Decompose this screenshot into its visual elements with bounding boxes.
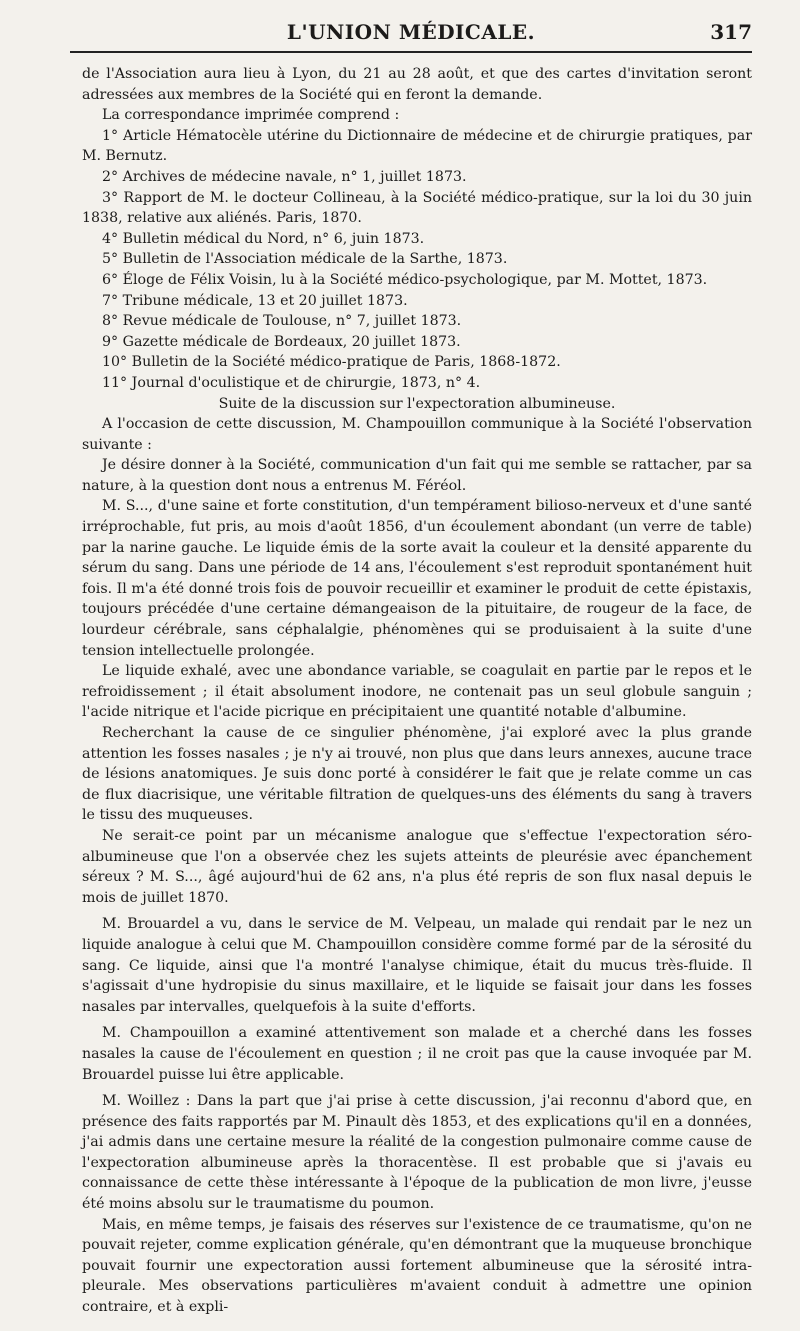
list-item: 1° Article Hématocèle utérine du Dictionnaire de médecine et de chirurgie pratiques, par M. Bernutz.: [82, 127, 752, 165]
correspondence-heading: La correspondance imprimée comprend :: [102, 107, 400, 124]
section-title: Suite de la discussion sur l'expectoration albumineuse.: [218, 395, 616, 412]
intro-paragraph: de l'Association aura lieu à Lyon, du 21 au 28 août, et que des cartes d'invitation seront adressées aux membres de la Société qui en feront la demande.: [82, 66, 752, 103]
page-number: 317: [710, 20, 752, 44]
list-item: 4° Bulletin médical du Nord, n° 6, juin 1873.: [102, 230, 425, 247]
list-item: 10° Bulletin de la Société médico-pratique de Paris, 1868-1872.: [102, 354, 561, 371]
page-header: [70, 18, 752, 48]
journal-title: L'UNION MÉDICALE.: [286, 20, 536, 44]
body-paragraph: Recherchant la cause de ce singulier phénomène, j'ai exploré avec la plus grande attention les fosses nasales ; je n'y ai trouvé, non plus que dans leurs annexes, aucune trace de lésions anatomiques. Je suis donc porté à considérer le fait que je relate comme un cas de flux diacrisique, une véritable filtration de quelques-uns des éléments du sang à travers le tissu des muqueuses.: [82, 725, 752, 824]
list-item: 8° Revue médicale de Toulouse, n° 7, juillet 1873.: [102, 313, 462, 330]
list-item: 3° Rapport de M. le docteur Collineau, à la Société médico-pratique, sur la loi du 30 juin 1838, relative aux aliénés. Paris, 1870.: [82, 189, 752, 227]
body-paragraph: M. Woillez : Dans la part que j'ai prise à cette discussion, j'ai reconnu d'abord que, en présence des faits rapportés par M. Pinault dès 1853, et des explications qu'il en a données, j'ai admis dans une certaine mesure la réalité de la congestion pulmonaire comme cause de l'expectoration albumineuse après la thoracentèse. Il est probable que si j'avais eu connaissance de cette thèse intéressante à l'époque de la publication de mon livre, j'eusse été moins absolu sur le traumatisme du poumon.: [82, 1093, 752, 1213]
page-body: [82, 64, 752, 1318]
list-item: 7° Tribune médicale, 13 et 20 juillet 1873.: [102, 292, 408, 309]
list-item: 2° Archives de médecine navale, n° 1, juillet 1873.: [102, 168, 467, 185]
header-rule: [70, 51, 752, 53]
body-paragraph: Le liquide exhalé, avec une abondance variable, se coagulait en partie par le repos et le refroidissement ; il était absolument inodore, ne contenait pas un seul globule sanguin ; l'acide nitrique et l'acide picrique en précipitaient une quantité notable d'albumine.: [82, 663, 752, 721]
body-paragraph: Je désire donner à la Société, communication d'un fait qui me semble se rattacher, par sa nature, à la question dont nous a entrenus M. Féréol.: [82, 457, 752, 494]
body-paragraph: M. Brouardel a vu, dans le service de M. Velpeau, un malade qui rendait par le nez un liquide analogue à celui que M. Champouillon considère comme formé par de la sérosité du sang. Ce liquide, ainsi que l'a montré l'analyse chimique, était du mucus très-fluide. Il s'agissait d'une hydropisie du sinus maxillaire, et le liquide se faisait jour dans les fosses nasales par intervalles, quelquefois à la suite d'efforts.: [82, 916, 752, 1015]
correspondence-list: [82, 126, 752, 394]
list-item: 9° Gazette médicale de Bordeaux, 20 juillet 1873.: [102, 333, 461, 350]
list-item: 5° Bulletin de l'Association médicale de la Sarthe, 1873.: [102, 251, 508, 268]
body-paragraph: A l'occasion de cette discussion, M. Champouillon communique à la Société l'observation suivante :: [82, 416, 752, 453]
body-paragraph: M. S..., d'une saine et forte constitution, d'un tempérament bilioso-nerveux et d'une santé irréprochable, fut pris, au mois d'août 1856, d'un écoulement abondant (un verre de table) par la narine gauche. Le liquide émis de la sorte avait la couleur et la densité apparente du sérum du sang. Dans une période de 14 ans, l'écoulement s'est reproduit spontanément huit fois. Il m'a été donné trois fois de pouvoir recueillir et examiner le produit de cette épistaxis, toujours précédée d'une certaine démangeaison de la pituitaire, de rougeur de la face, de lourdeur cérébrale, sans céphalalgie, phénomènes qui se produisaient à la suite d'une tension intellectuelle prolongée.: [82, 498, 752, 659]
list-item: 6° Éloge de Félix Voisin, lu à la Société médico-psychologique, par M. Mottet, 1873.: [102, 271, 708, 288]
body-paragraph: M. Champouillon a examiné attentivement son malade et a cherché dans les fosses nasales la cause de l'écoulement en question ; il ne croit pas que la cause invoquée par M. Brouardel puisse lui être applicable.: [82, 1025, 752, 1083]
list-item: 11° Journal d'oculistique et de chirurgie, 1873, n° 4.: [102, 374, 481, 391]
body-paragraph: Ne serait-ce point par un mécanisme analogue que s'effectue l'expectoration séro-albumineuse que l'on a observée chez les sujets atteints de pleurésie avec épanchement séreux ? M. S..., âgé aujourd'hui de 62 ans, n'a plus été repris de son flux nasal depuis le mois de juillet 1870.: [82, 827, 752, 906]
body-paragraph: Mais, en même temps, je faisais des réserves sur l'existence de ce traumatisme, qu'on ne pouvait rejeter, comme explication générale, qu'en démontrant que la muqueuse bronchique pouvait fournir une expectoration aussi fortement albumineuse que la sérosité intra-pleurale. Mes observations particulières m'avaient conduit à admettre une opinion contraire, et à expli-: [82, 1216, 752, 1316]
